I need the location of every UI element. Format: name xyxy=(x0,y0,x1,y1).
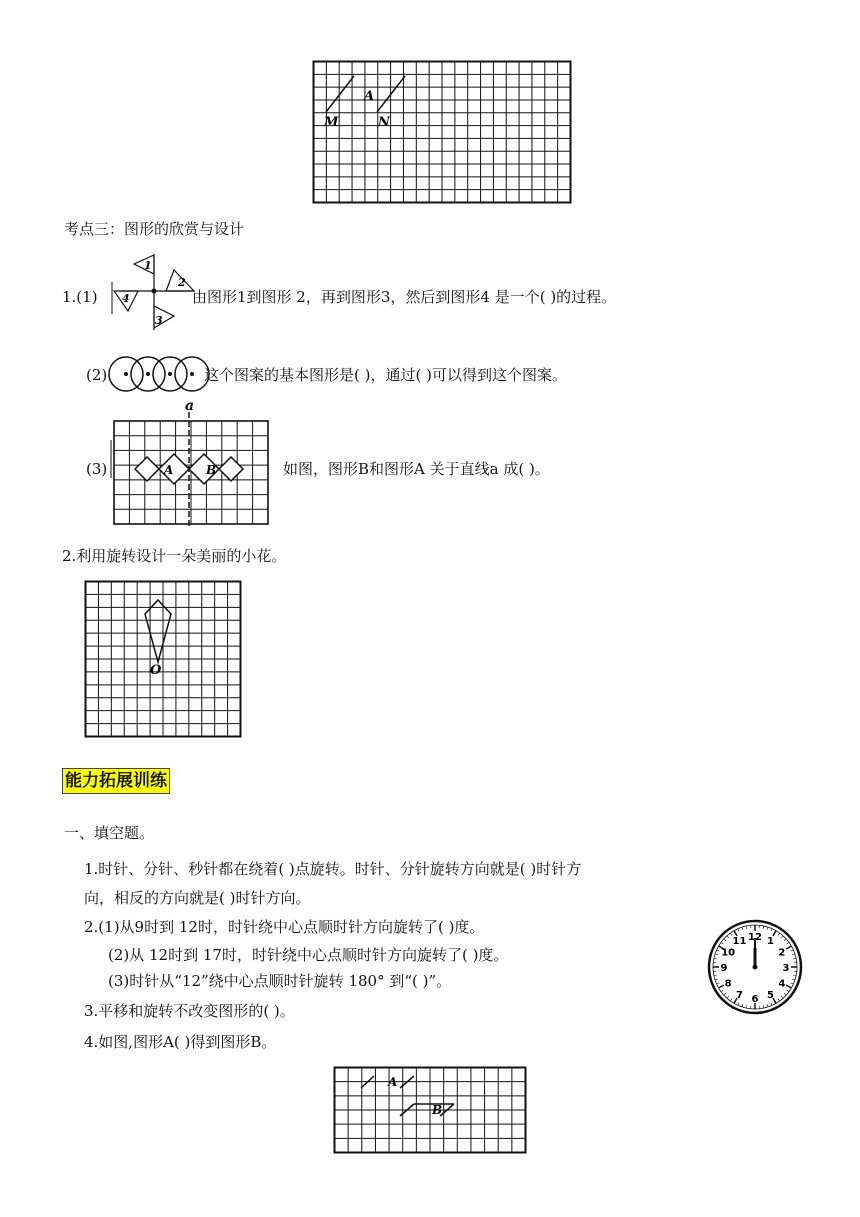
topic3-heading: 考点三：图形的欣赏与设计 xyxy=(64,220,245,238)
part1-q2-line3: (3)时针从“12”绕中心点顺时针旋转 180° 到“( )”。 xyxy=(108,972,452,990)
q4-label-b: B xyxy=(432,1103,443,1117)
q2-text: 2.利用旋转设计一朵美丽的小花。 xyxy=(62,547,287,565)
shape-b-label: B xyxy=(206,463,217,477)
clock-number-4: 4 xyxy=(778,978,786,990)
figure-label-m: M xyxy=(324,115,339,130)
q1-p1-text: 由图形1到图形 2，再到图形3，然后到图形4 是一个( )的过程。 xyxy=(192,288,617,306)
clock-number-1: 1 xyxy=(767,936,774,948)
part1-q1-line2: 向，相反的方向就是( )时针方向。 xyxy=(84,889,311,907)
rotation-flags-figure xyxy=(108,250,198,334)
q1-p2-prefix: (2) xyxy=(86,366,108,384)
q1-p3-prefix: (3) xyxy=(86,460,108,478)
flag-label-2: 2 xyxy=(178,276,186,289)
clock-number-7: 7 xyxy=(736,989,743,1001)
figure-label-a: A xyxy=(364,89,375,104)
part1-q2-line2: (2)从 12时到 17时，时针绕中心点顺时针方向旋转了( )度。 xyxy=(108,946,509,964)
kite-grid-figure xyxy=(84,580,242,738)
line-a-label: a xyxy=(185,398,195,414)
clock-number-10: 10 xyxy=(721,947,736,959)
q1-p3-text: 如图，图形B和图形A 关于直线a 成( )。 xyxy=(283,460,550,478)
q1-p2-text: 这个图案的基本图形是( )，通过( )可以得到这个图案。 xyxy=(204,366,567,384)
clock-number-11: 11 xyxy=(732,936,747,948)
flag-label-4: 4 xyxy=(122,292,130,305)
part1-q2-line1: 2.(1)从9时到 12时，时针绕中心点顺时针方向旋转了( )度。 xyxy=(84,918,485,936)
section-banner: 能力拓展训练 xyxy=(62,768,170,794)
flag-label-1: 1 xyxy=(144,259,152,272)
point-o-label: O xyxy=(150,663,162,678)
symmetry-grid-figure xyxy=(110,398,272,528)
part1-heading: 一、填空题。 xyxy=(64,824,155,842)
clock-number-3: 3 xyxy=(782,963,790,974)
part1-q4: 4.如图,图形A( )得到图形B。 xyxy=(84,1033,277,1051)
q4-label-a: A xyxy=(388,1075,398,1089)
clock-number-2: 2 xyxy=(778,947,786,959)
clock-number-9: 9 xyxy=(720,963,728,974)
flag-label-3: 3 xyxy=(155,314,163,327)
top-grid-figure xyxy=(312,60,572,204)
part1-q3: 3.平移和旋转不改变图形的( )。 xyxy=(84,1002,295,1020)
translation-grid-figure xyxy=(333,1066,527,1154)
shape-a-label: A xyxy=(164,463,174,477)
circles-pattern-figure xyxy=(106,354,210,394)
figure-label-n: N xyxy=(378,115,390,130)
clock-number-6: 6 xyxy=(751,994,759,1005)
q1-p1-prefix: 1.(1) xyxy=(62,288,98,306)
part1-q1-line1: 1.时针、分针、秒针都在绕着( )点旋转。时针、分针旋转方向就是( )时针方 xyxy=(84,860,582,878)
clock-number-5: 5 xyxy=(767,989,774,1001)
clock-number-8: 8 xyxy=(724,978,732,990)
clock-figure xyxy=(706,918,804,1016)
clock-number-12: 12 xyxy=(748,932,762,943)
